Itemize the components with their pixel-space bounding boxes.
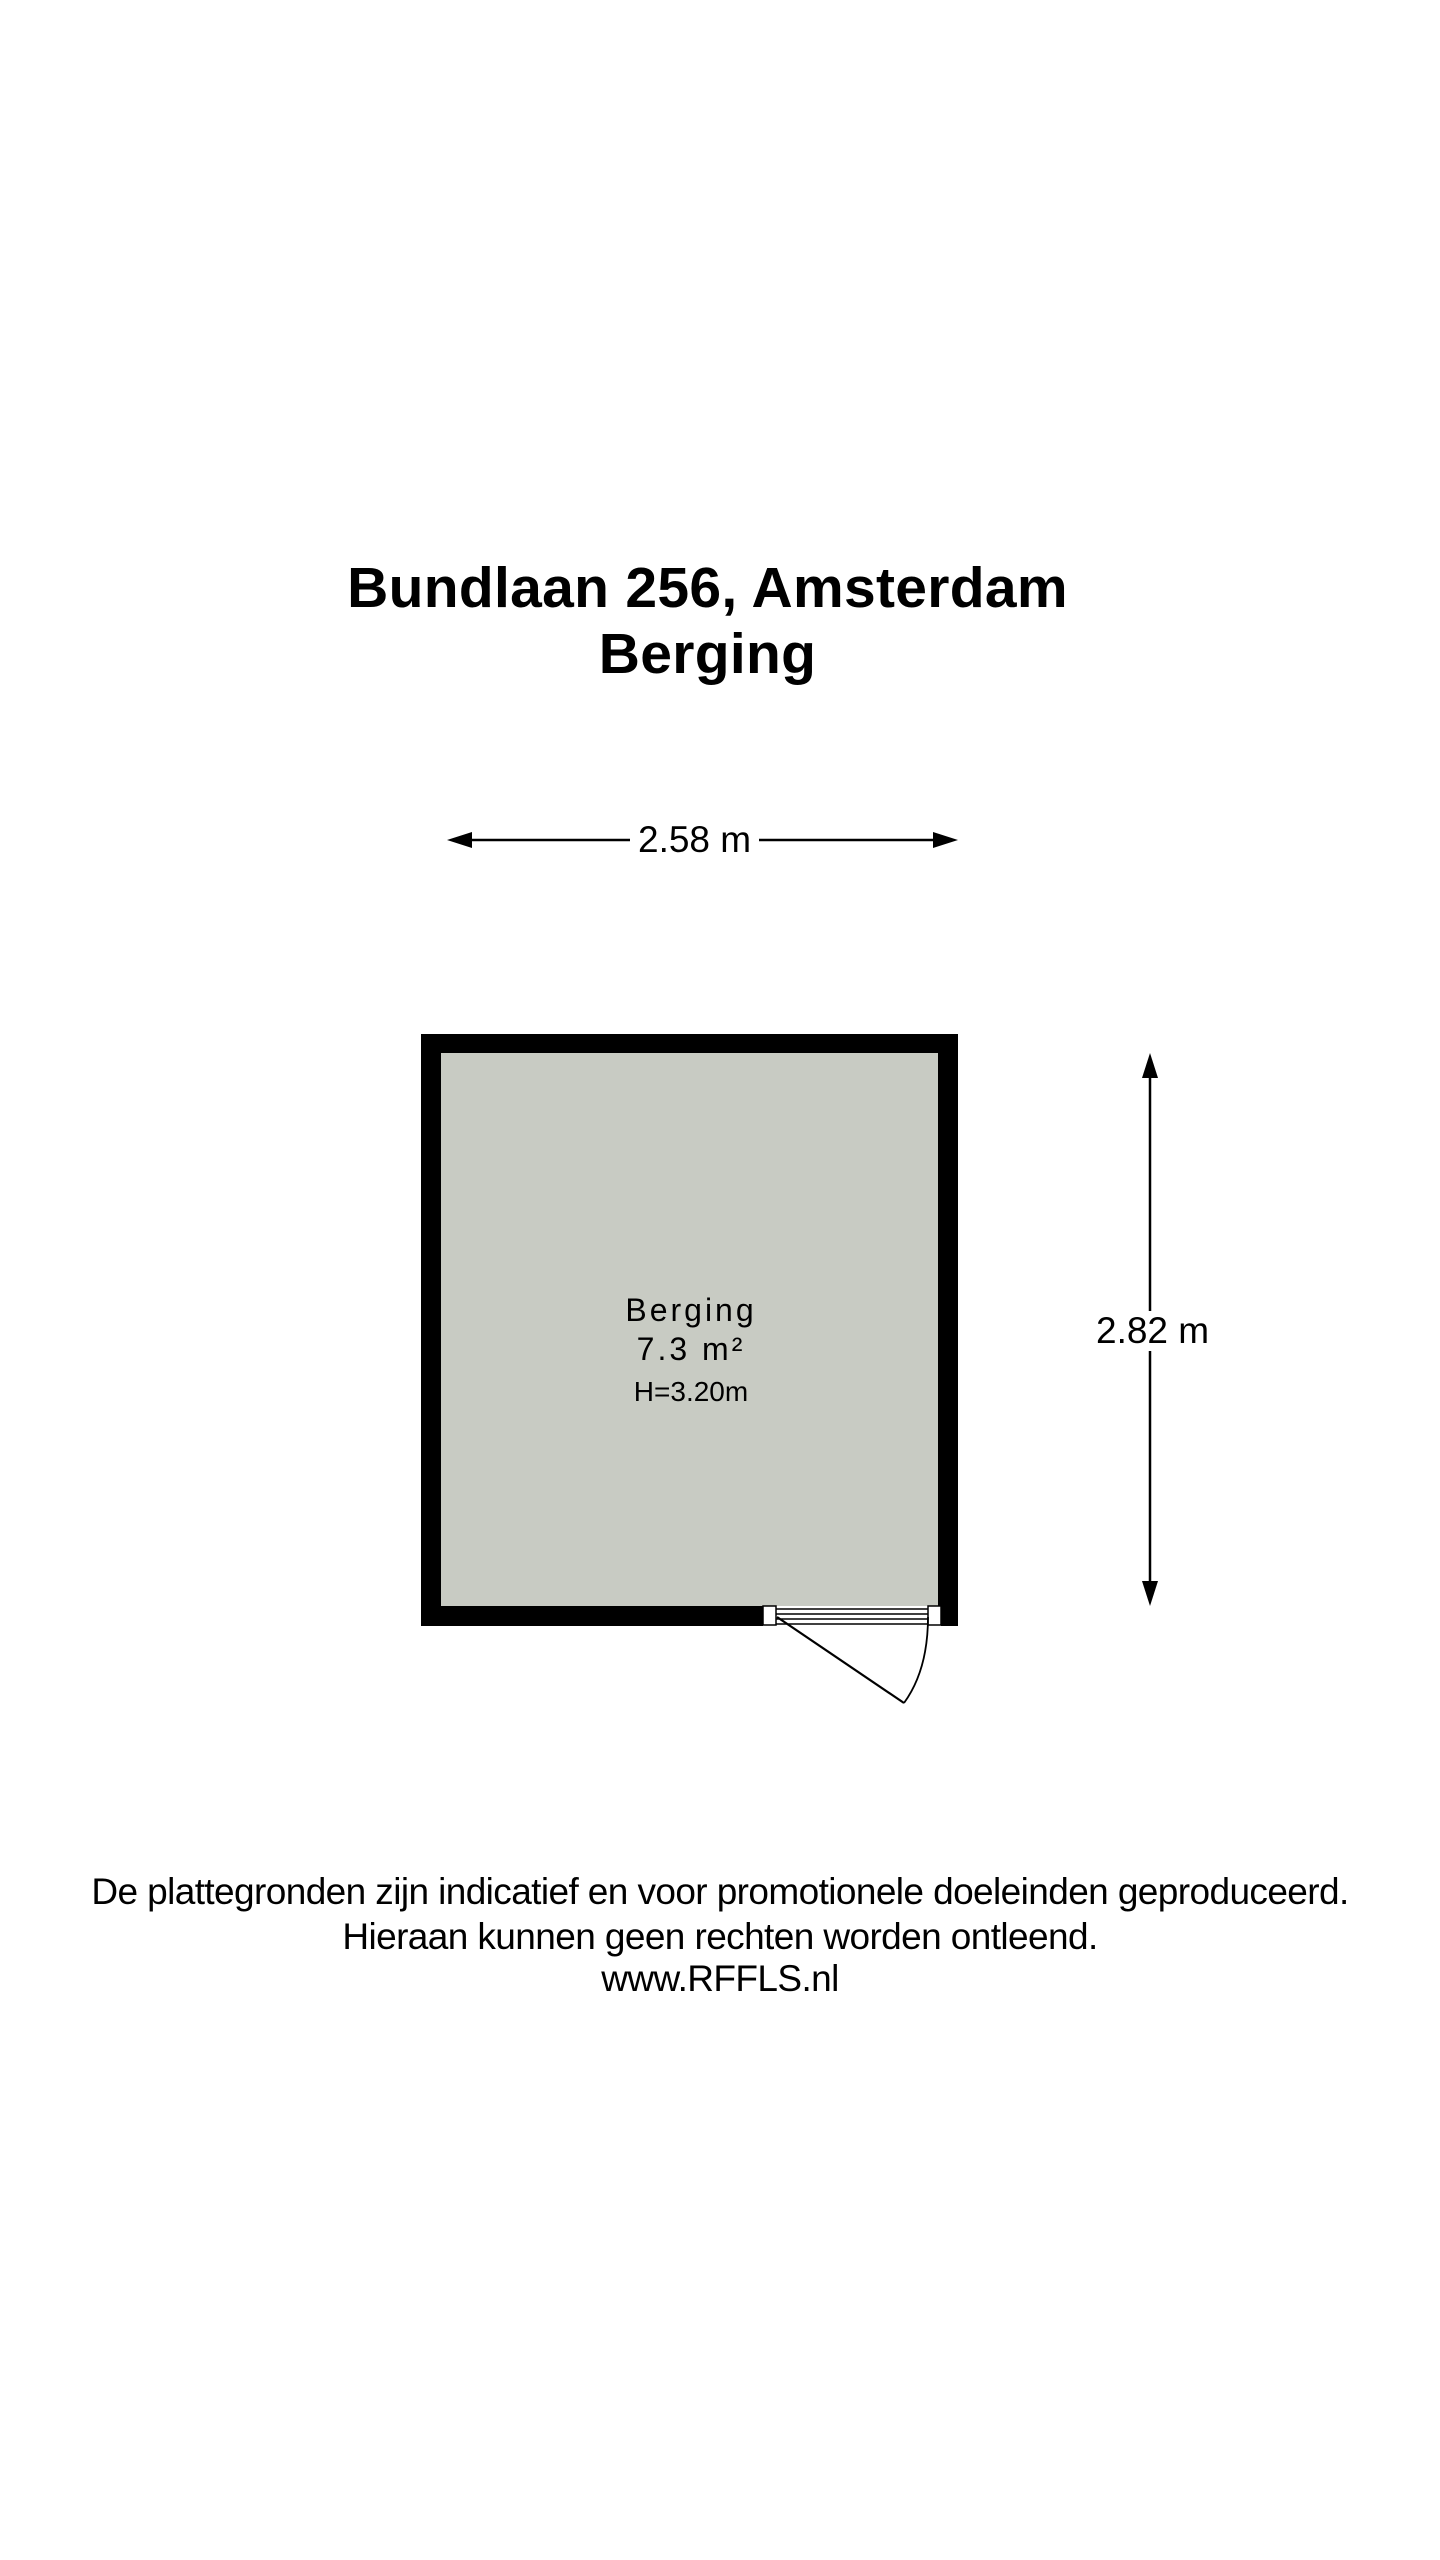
arrow-right-icon (933, 832, 958, 848)
door-swing-arc (904, 1617, 928, 1703)
disclaimer-line-2: Hieraan kunnen geen rechten worden ontleend. (342, 1916, 1098, 1957)
arrow-up-icon (1142, 1053, 1158, 1078)
room-name: Berging (625, 1292, 757, 1328)
door-jamb-right (928, 1606, 941, 1625)
depth-dimension-label: 2.82 m (1088, 1311, 1217, 1351)
floor-title: Berging (598, 622, 817, 686)
address-title: Bundlaan 256, Amsterdam (347, 556, 1068, 620)
room-floor (441, 1053, 938, 1606)
room-height: H=3.20m (633, 1376, 749, 1407)
disclaimer-line-1: De plattegronden zijn indicatief en voor promotionele doeleinden geproduceerd. (91, 1871, 1349, 1912)
width-dimension-label: 2.58 m (630, 820, 759, 860)
room-berging (421, 1034, 958, 1703)
arrow-left-icon (447, 832, 472, 848)
room-area: 7.3 m² (636, 1331, 746, 1367)
arrow-down-icon (1142, 1581, 1158, 1606)
door-leaf (777, 1617, 904, 1703)
website-link[interactable]: www.RFFLS.nl (601, 1958, 839, 1999)
door-jamb-left (763, 1606, 776, 1625)
